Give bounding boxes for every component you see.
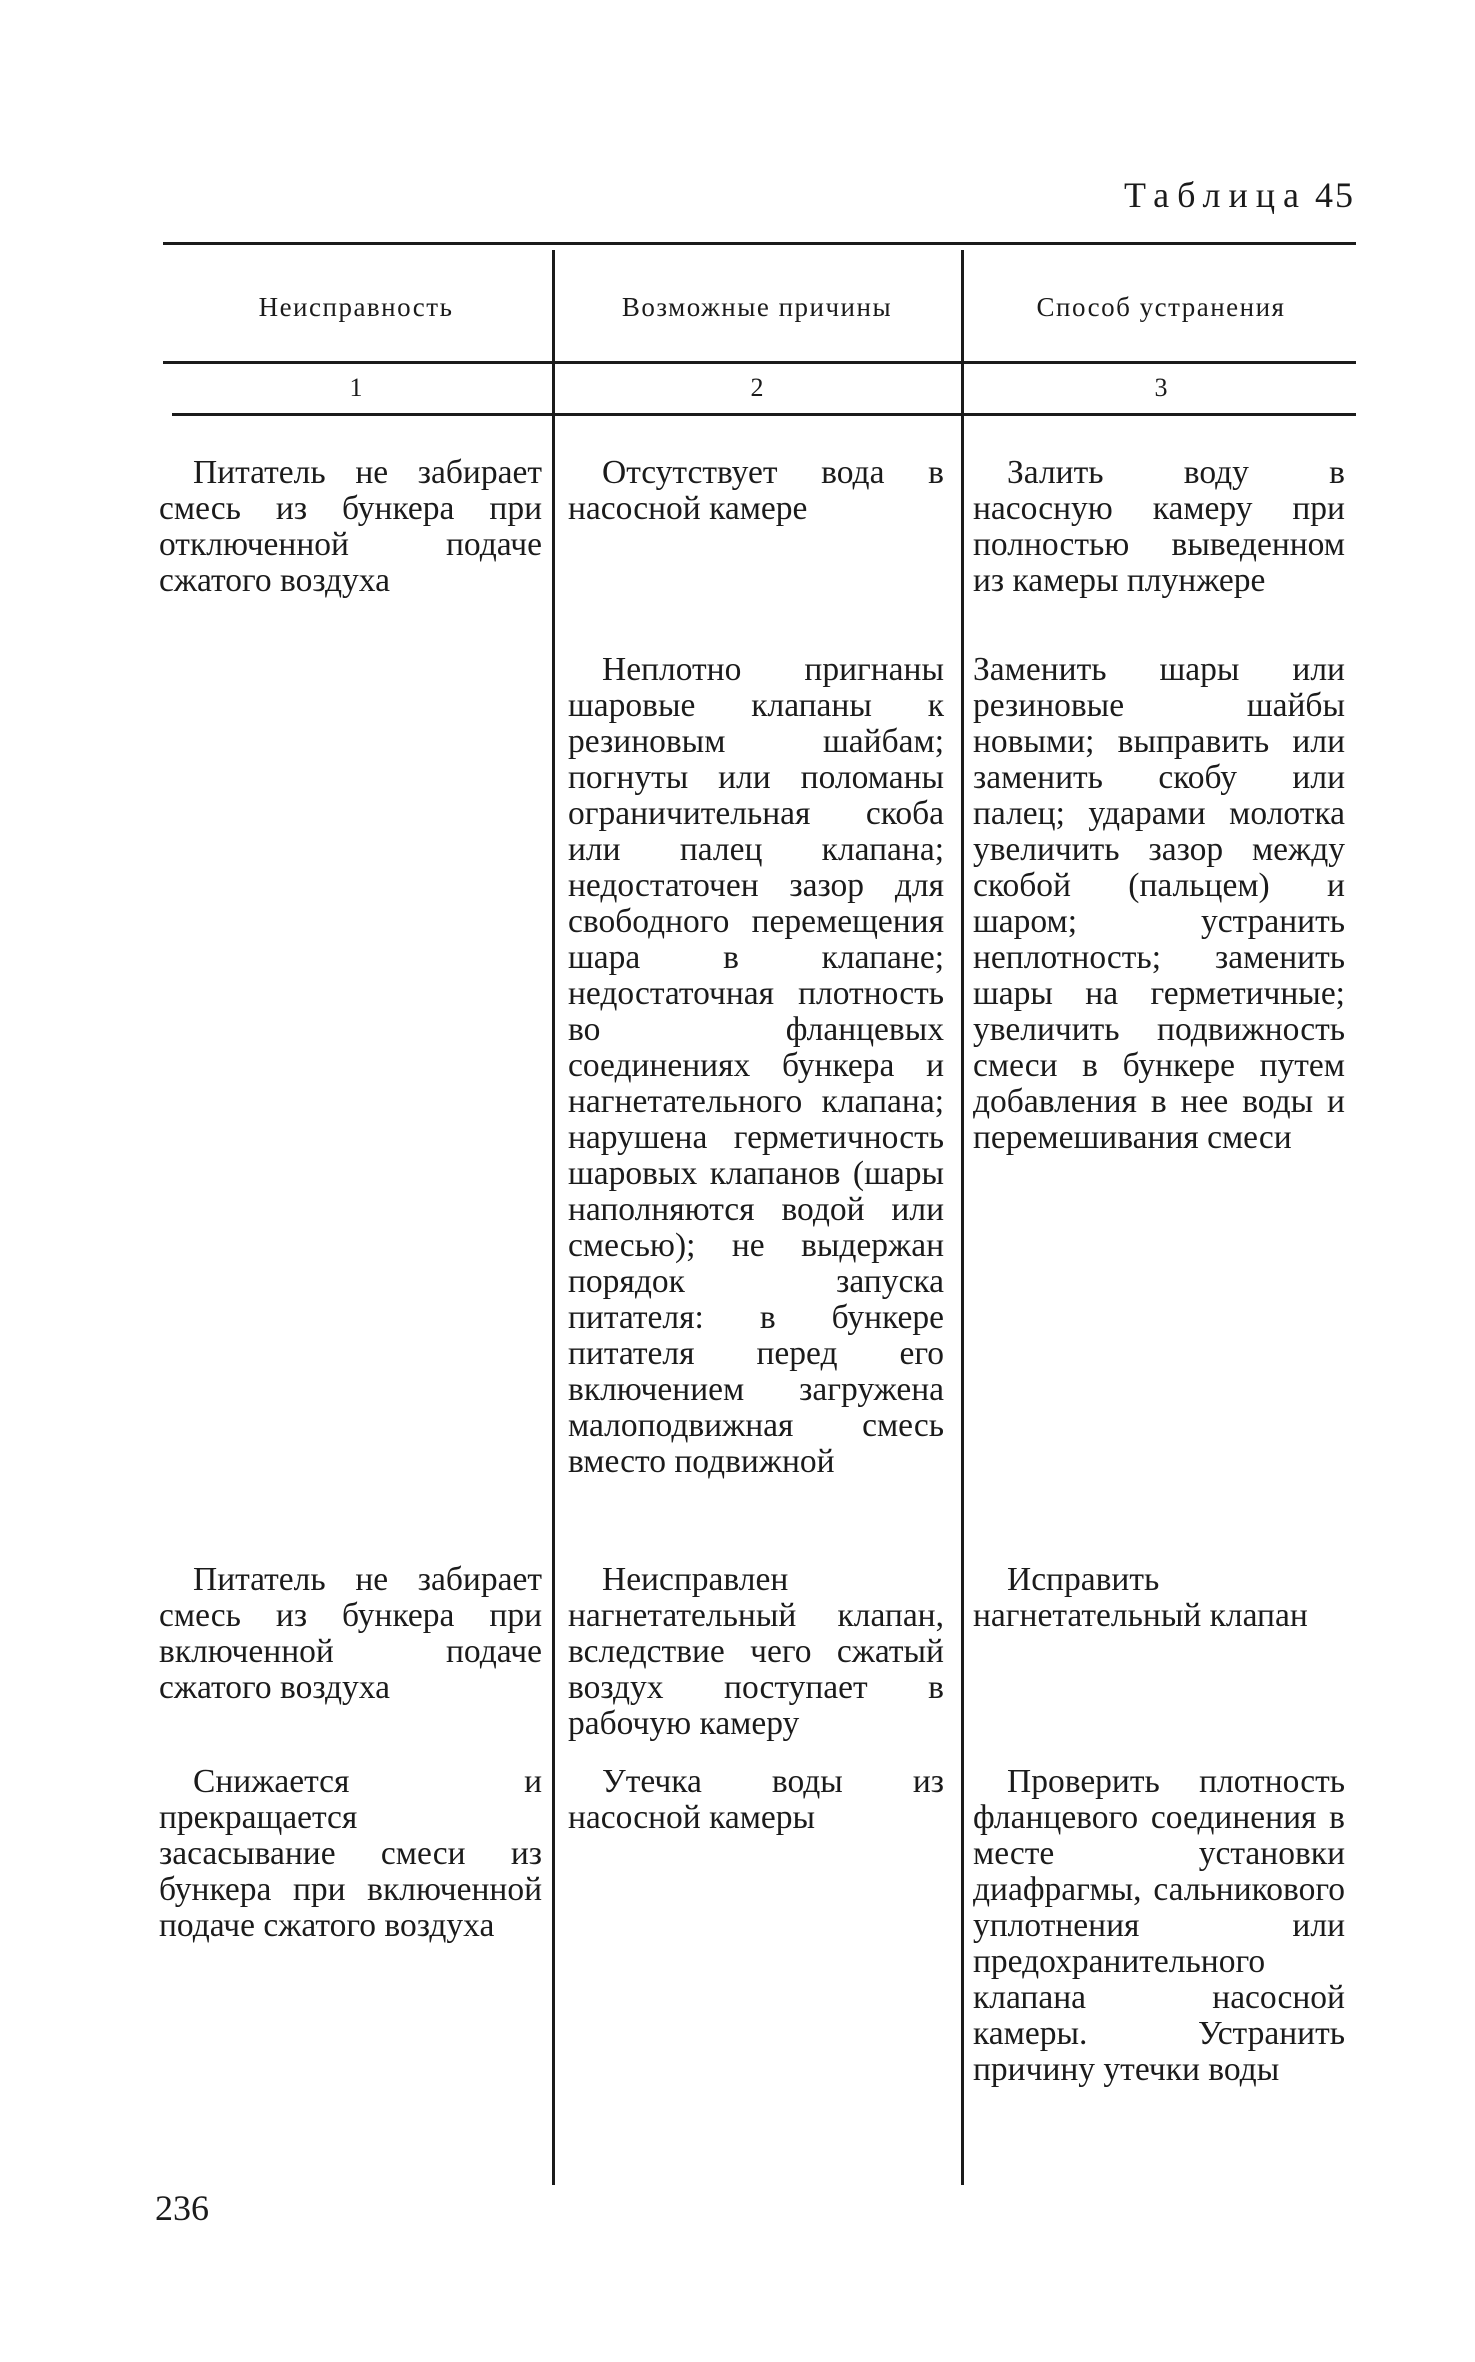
page-number: 236 [155, 2188, 209, 2228]
row1-remedy-1: Залить воду в насосную камеру при полностью выведенном из камеры плунжере [973, 454, 1345, 599]
header-remedy: Способ устранения [1036, 292, 1286, 322]
row3-remedy: Проверить плотность фланцевого соединения в месте установки диафрагмы, сальникового уплотнения или предохранительного клапана насосной камеры. Устранить причину утечки воды [973, 1763, 1345, 2088]
row2-remedy: Исправить нагнетательный клапан [973, 1561, 1308, 1634]
header-causes: Возможные причины [621, 292, 893, 322]
row1-remedy-2: Заменить шары или резиновые шайбы новыми; выправить или заменить скобу или палец; ударами молотка увеличить зазор между скобой (пальцем) и шаром; устранить неплотность; заменить шары на герметичные; увеличить подвижность смеси в бункере путем добавления в нее воды и перемешивания смеси [973, 651, 1345, 1156]
header-fault: Неисправность [258, 292, 454, 322]
caption-label: Таблица [1124, 175, 1307, 215]
row2-cause: Неисправлен нагнетательный клапан, вследствие чего сжатый воздух поступает в рабочую камеру [568, 1561, 944, 1742]
column-divider-2 [961, 250, 964, 2185]
colnum-bottom-rule [172, 413, 1356, 416]
row3-fault: Снижается и прекращается засасывание смеси из бункера при включенной подаче сжатого воздуха [159, 1763, 542, 1944]
table-caption [1075, 174, 1355, 216]
row1-cause-1: Отсутствует вода в насосной камере [568, 454, 944, 527]
row2-fault: Питатель не забирает смесь из бункера при включенной подаче сжатого воздуха [159, 1561, 542, 1706]
column-number-3: 3 [1154, 373, 1168, 402]
header-bottom-rule [163, 361, 1356, 364]
column-divider-1 [552, 250, 555, 2185]
row3-cause: Утечка воды из насосной камеры [568, 1763, 944, 1836]
row1-cause-2: Неплотно пригнаны шаровые клапаны к резиновым шайбам; погнуты или поломаны ограничительная скоба или палец клапана; недостаточен зазор для свободного перемещения шара в клапане; недостаточная плотность во фланцевых соединениях бункера и нагнетательного клапана; нарушена герметичность шаровых клапанов (шары наполняются водой или смесью); не выдержан порядок запуска питателя: в бункере питателя перед его включением загружена малоподвижная смесь вместо подвижной [568, 651, 944, 1480]
table-number: 45 [1315, 175, 1355, 215]
table-top-rule [163, 242, 1356, 245]
row1-fault: Питатель не забирает смесь из бункера при отключенной подаче сжатого воздуха [159, 454, 542, 599]
column-number-2: 2 [750, 373, 764, 402]
column-number-1: 1 [349, 373, 363, 402]
